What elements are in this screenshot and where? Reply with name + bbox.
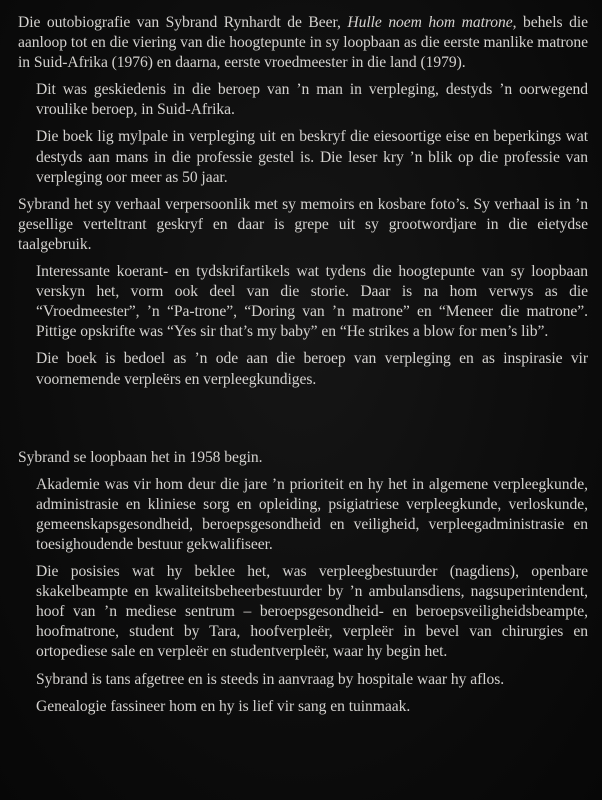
- paragraph-ode: Die boek is bedoel as ’n ode aan die beroep van verpleging en as inspirasie vir voornemende verpleërs en verpleegkundiges.: [36, 350, 588, 388]
- intro-text-end: , behels die aanloop tot en die viering van die hoogtepunte in sy loopbaan as die eerste manlike matrone in Suid-Afrika (1976) en daarna, eerste vroedmeester in die land (1979).: [18, 14, 588, 72]
- paragraph-milestones: Die boek lig mylpale in verpleging uit en beskryf die eiesoortige eise en beperkings wat destyds aan mans in die professie gestel is. Die leser kry ’n blik op die professie van verpleging oor meer as 50 jaar.: [36, 128, 588, 186]
- paragraph-articles: Interessante koerant- en tydskrifartikels wat tydens die hoogtepunte van sy loopbaan verskyn het, vorm ook deel van die storie. Daar is na hom verwys as die “Vroedmeester”, ’n “Pa-trone”, “Doring van ’n matrone” en “Meneer die matrone”. Pittige opskrifte was “Yes sir that’s my baby” en “He strikes a blow for men’s lib”.: [36, 263, 588, 341]
- book-title: Hulle noem hom matrone: [347, 14, 513, 31]
- paragraph-retired: Sybrand is tans afgetree en is steeds in aanvraag by hospitale waar hy aflos.: [36, 670, 505, 688]
- paragraph-hobbies: Genealogie fassineer hom en hy is lief vir sang en tuinmaak.: [36, 697, 411, 715]
- paragraph-history: Dit was geskiedenis in die beroep van ’n man in verpleging, destyds ’n oorwegend vroulike beroep, in Suid-Afrika.: [36, 81, 588, 119]
- intro-text-start: Die outobiografie van Sybrand Rynhardt de Beer,: [18, 14, 348, 31]
- paragraph-academics: Akademie was vir hom deur die jare ’n prioriteit en hy het in algemene verpleegkunde, administrasie en kliniese sorg en opleiding, psigiatriese verpleegkunde, verloskunde, gemeenskapsgesondheid, beroepsgesondheid en veiligheid, verpleegadministrasie en toesighoudende bestuur gekwalifiseer.: [36, 475, 588, 553]
- intro-paragraph: [18, 13, 588, 73]
- paragraph-career-start: Sybrand se loopbaan het in 1958 begin.: [18, 448, 263, 466]
- paragraph-positions: Die posisies wat hy beklee het, was verpleegbestuurder (nagdiens), openbare skakelbeampte en kwaliteitsbeheerbestuurder by ’n ambulansdiens, nagsuperintendent, hoof van ’n mediese sentrum – beroepsgesondheid- en beroepsveiligheidsbeampte, hoofmatrone, student by Tara, hoofverpleër, verpleër in bevel van chirurgies en ortopediese sale en verpleër en studentverpleër, waar hy begin het.: [36, 563, 588, 661]
- section-divider-space: [18, 397, 588, 448]
- paragraph-memoirs: Sybrand het sy verhaal verpersoonlik met sy memoirs en kosbare foto’s. Sy verhaal is in ’n gesellige verteltrant geskryf en daar is grepe uit sy grootwordjare in die eietydse taalgebruik.: [18, 195, 588, 253]
